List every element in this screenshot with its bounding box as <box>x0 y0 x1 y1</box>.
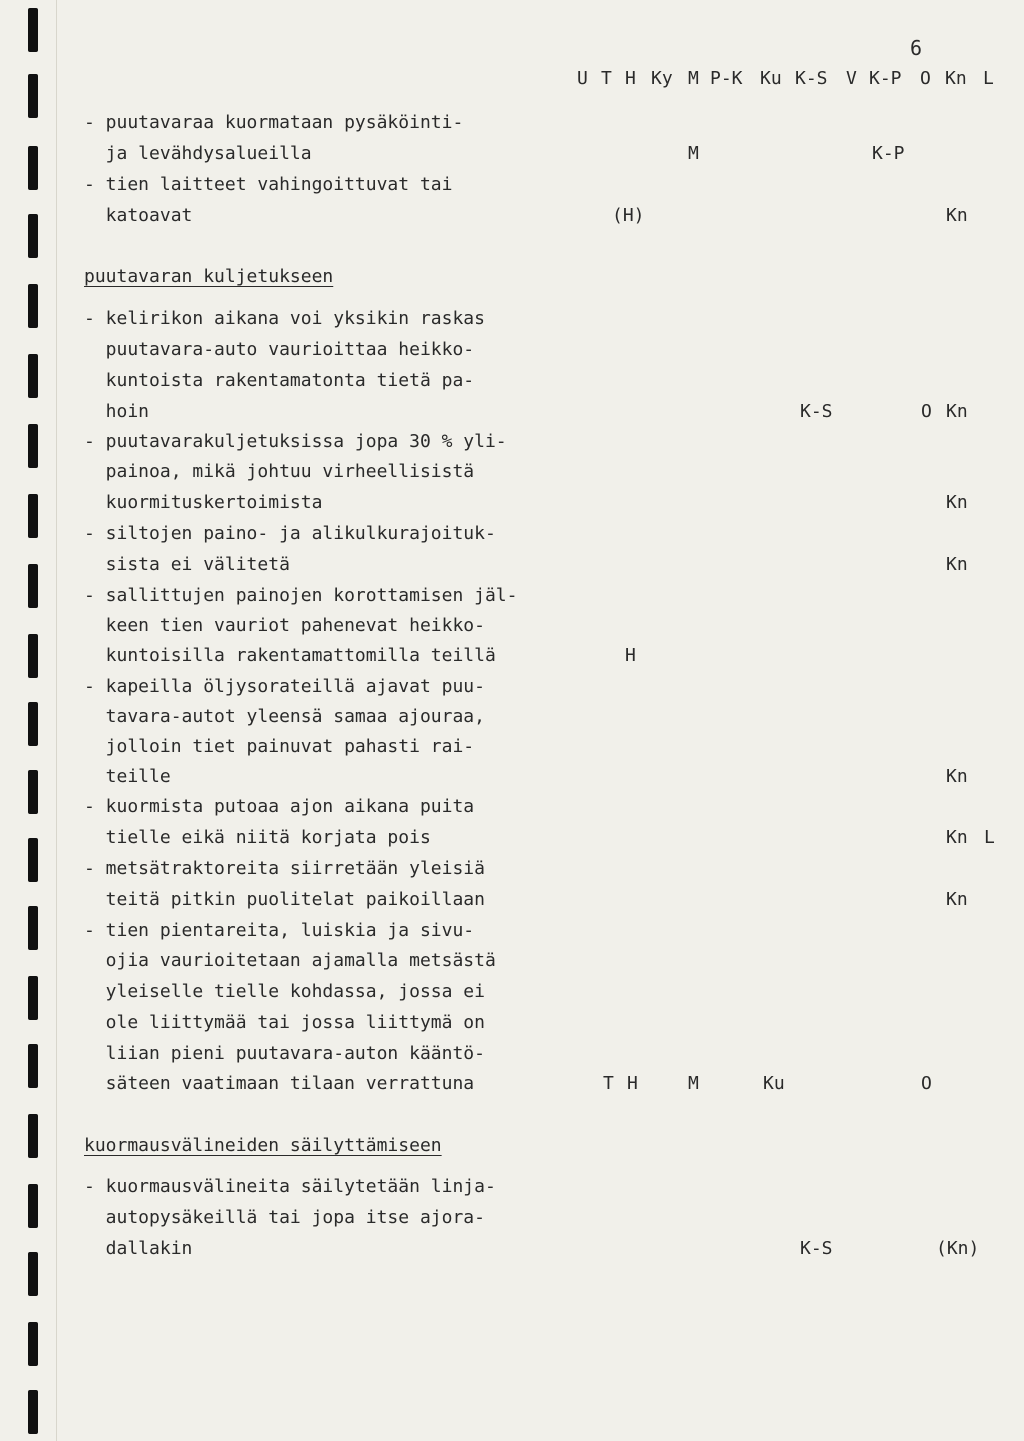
impact-mark: L <box>984 827 995 848</box>
column-header: Ky <box>651 68 673 89</box>
binding-strip <box>0 0 50 1441</box>
body-line: liian pieni puutavara-auton kääntö- <box>84 1043 485 1064</box>
body-line: jolloin tiet painuvat pahasti rai- <box>84 736 475 757</box>
body-line: keen tien vauriot pahenevat heikko- <box>84 615 485 636</box>
binding-hole <box>28 1322 38 1366</box>
binding-hole <box>28 1044 38 1088</box>
body-line: sista ei välitetä <box>84 554 290 575</box>
impact-mark: Kn <box>946 401 968 422</box>
binding-hole <box>28 564 38 608</box>
body-line: - puutavarakuljetuksissa jopa 30 % yli- <box>84 431 507 452</box>
column-header: U <box>577 68 588 89</box>
binding-hole <box>28 284 38 328</box>
page-edge <box>56 0 57 1441</box>
impact-mark: O <box>921 1073 932 1094</box>
body-line: - puutavaraa kuormataan pysäköinti- <box>84 112 464 133</box>
body-line: tielle eikä niitä korjata pois <box>84 827 431 848</box>
column-header: Kn <box>945 68 967 89</box>
impact-mark: Kn <box>946 554 968 575</box>
impact-mark: M <box>688 143 699 164</box>
body-line: kuntoista rakentamatonta tietä pa- <box>84 370 475 391</box>
column-header: K-S <box>795 68 828 89</box>
binding-hole <box>28 214 38 258</box>
binding-hole <box>28 8 38 52</box>
body-line: puutavara-auto vaurioittaa heikko- <box>84 339 475 360</box>
body-line: katoavat <box>84 205 193 226</box>
binding-hole <box>28 424 38 468</box>
impact-mark: Kn <box>946 205 968 226</box>
binding-hole <box>28 1252 38 1296</box>
column-header: Ku <box>760 68 782 89</box>
impact-mark: (H) <box>612 205 645 226</box>
binding-hole <box>28 1114 38 1158</box>
column-header: K-P <box>869 68 902 89</box>
body-line: - tien pientareita, luiskia ja sivu- <box>84 920 475 941</box>
body-line: kuormituskertoimista <box>84 492 323 513</box>
impact-mark: H <box>625 645 636 666</box>
body-line: - kapeilla öljysorateillä ajavat puu- <box>84 676 485 697</box>
impact-mark: K-S <box>800 401 833 422</box>
body-line: hoin <box>84 401 150 422</box>
impact-mark: Kn <box>946 492 968 513</box>
impact-mark: (Kn) <box>936 1238 980 1259</box>
binding-hole <box>28 1184 38 1228</box>
body-line: painoa, mikä johtuu virheellisistä <box>84 461 475 482</box>
page-number: 6 <box>910 36 923 60</box>
body-line: - sallittujen painojen korottamisen jäl- <box>84 585 518 606</box>
binding-hole <box>28 354 38 398</box>
binding-hole <box>28 976 38 1020</box>
body-line: - tien laitteet vahingoittuvat tai <box>84 174 453 195</box>
impact-mark: H <box>627 1073 638 1094</box>
impact-mark: O <box>921 401 932 422</box>
binding-hole <box>28 838 38 882</box>
impact-mark: K-P <box>872 143 905 164</box>
body-line: - metsätraktoreita siirretään yleisiä <box>84 858 485 879</box>
column-header: T <box>601 68 612 89</box>
body-line: ole liittymää tai jossa liittymä on <box>84 1012 485 1033</box>
column-header: O <box>920 68 931 89</box>
column-header: P-K <box>710 68 743 89</box>
binding-hole <box>28 906 38 950</box>
body-line: ja levähdysalueilla <box>84 143 312 164</box>
binding-hole <box>28 494 38 538</box>
body-line: kuntoisilla rakentamattomilla teillä <box>84 645 496 666</box>
binding-hole <box>28 146 38 190</box>
impact-mark: K-S <box>800 1238 833 1259</box>
impact-mark: M <box>688 1073 699 1094</box>
body-line: yleiselle tielle kohdassa, jossa ei <box>84 981 485 1002</box>
body-line: teitä pitkin puolitelat paikoillaan <box>84 889 485 910</box>
binding-hole <box>28 770 38 814</box>
impact-mark: Kn <box>946 766 968 787</box>
column-header: L <box>983 68 994 89</box>
body-line: autopysäkeillä tai jopa itse ajora- <box>84 1207 485 1228</box>
impact-mark: Ku <box>763 1073 785 1094</box>
body-line: dallakin <box>84 1238 193 1259</box>
impact-mark: T <box>603 1073 614 1094</box>
binding-hole <box>28 702 38 746</box>
binding-hole <box>28 1390 38 1434</box>
body-line: - siltojen paino- ja alikulkurajoituk- <box>84 523 496 544</box>
column-header: V <box>846 68 857 89</box>
body-line: - kuormausvälineita säilytetään linja- <box>84 1176 496 1197</box>
body-line: - kuormista putoaa ajon aikana puita <box>84 796 475 817</box>
column-header: M <box>688 68 699 89</box>
body-line: säteen vaatimaan tilaan verrattuna <box>84 1073 475 1094</box>
impact-mark: Kn <box>946 827 968 848</box>
section-heading: kuormausvälineiden säilyttämiseen <box>84 1135 442 1156</box>
body-line: teille <box>84 766 171 787</box>
body-line: - kelirikon aikana voi yksikin raskas <box>84 308 485 329</box>
impact-mark: Kn <box>946 889 968 910</box>
body-line: ojia vaurioitetaan ajamalla metsästä <box>84 950 496 971</box>
binding-hole <box>28 74 38 118</box>
section-heading: puutavaran kuljetukseen <box>84 266 334 287</box>
binding-hole <box>28 634 38 678</box>
column-header: H <box>625 68 636 89</box>
body-line: tavara-autot yleensä samaa ajouraa, <box>84 706 485 727</box>
